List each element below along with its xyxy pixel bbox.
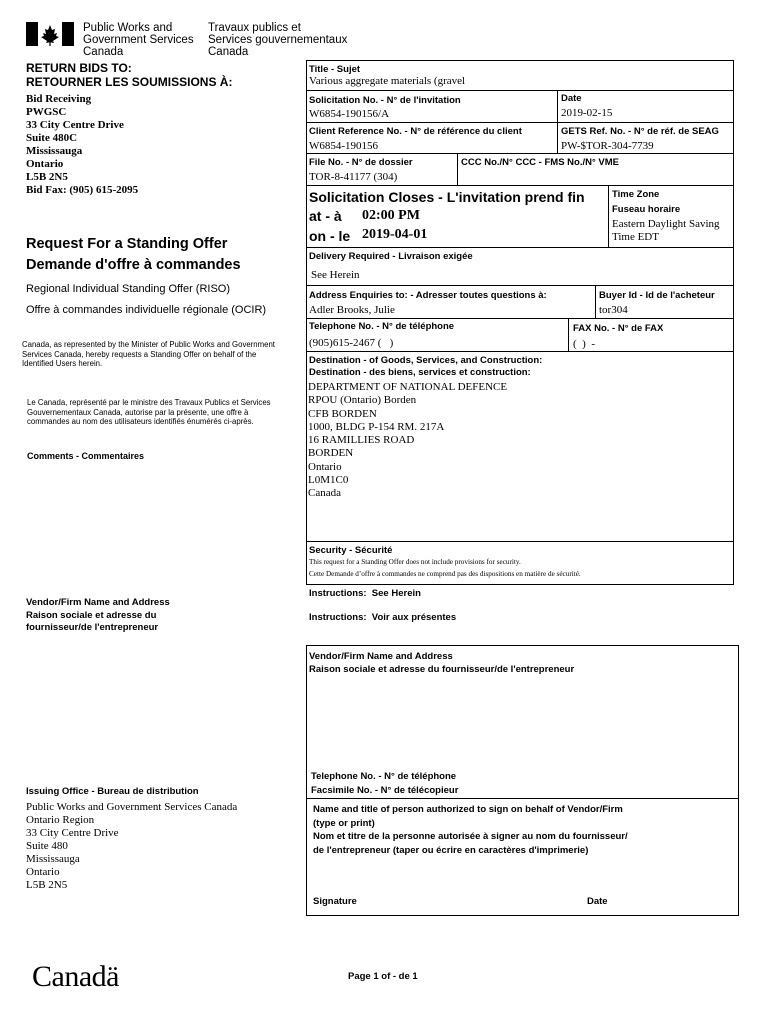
delivery-required-label: Delivery Required - Livraison exigée	[309, 251, 473, 262]
signature-date-label: Date	[587, 896, 608, 907]
request-paragraph-en: Canada, as represented by the Minister of Public Works and Government Services Canada, hereby requests a Standing Offer on behalf of the Identified Users herein.	[22, 340, 275, 369]
return-bids-title: RETURN BIDS TO: RETOURNER LES SOUMISSIONS À:	[26, 61, 233, 89]
buyer-id-value: tor304	[599, 304, 628, 316]
destination-address: DEPARTMENT OF NATIONAL DEFENCE RPOU (Ontario) Borden CFB BORDEN 1000, BLDG P-154 RM. 217A 16 RAMILLIES ROAD BORDEN Ontario L0M1C0 Canada	[308, 381, 508, 500]
security-text-fr: Cette Demande d’offre à commandes ne comprend pas des dispositions en matière de sécurité.	[309, 570, 581, 578]
vendor-name-label-en: Vendor/Firm Name and Address	[309, 651, 453, 662]
security-label: Security - Sécurité	[309, 545, 393, 556]
address-enquiries-value: Adler Brooks, Julie	[309, 304, 395, 316]
request-paragraph-fr: Le Canada, représenté par le ministre des Travaux Publics et Services Gouvernementaux Canada, autorise par la présente, une offre à commandes au nom des utilisateurs identifiés énumérés ci-après.	[27, 398, 271, 427]
client-reference-value: W6854-190156	[309, 140, 379, 152]
vendor-fax-label: Facsimile No. - N° de télécopieur	[311, 785, 459, 796]
solicitation-no-value: W6854-190156/A	[309, 108, 390, 120]
closes-on-label: on - le	[309, 228, 351, 244]
ocir-label: Offre à commandes individuelle régionale (OCIR)	[26, 304, 267, 316]
closes-time-value: 02:00 PM	[362, 208, 420, 223]
return-bids-address: Bid Receiving PWGSC 33 City Centre Drive Suite 480C Mississauga Ontario L5B 2N5 Bid Fax: (905) 615-2095	[26, 93, 139, 196]
authorized-person-field[interactable]	[309, 862, 737, 892]
closes-at-label: at - à	[309, 208, 342, 224]
solicitation-no-label: Solicitation No. - N° de l'invitation	[309, 95, 461, 106]
solicitation-closes-label: Solicitation Closes - L'invitation prend fin	[309, 189, 585, 205]
time-zone-label: Time Zone Fuseau horaire	[612, 189, 681, 215]
instructions-fr: Instructions: Voir aux présentes	[309, 612, 457, 623]
request-title-en: Request For a Standing Offer	[26, 236, 228, 252]
authorized-person-label: Name and title of person authorized to sign on behalf of Vendor/Firm (type or print) Nom et titre de la personne autorisée à signer au nom du fournisseur/ de l'entrepreneur (taper ou écrire en caractères d'imprimerie)	[313, 804, 628, 856]
gets-ref-label: GETS Ref. No. - N° de réf. de SEAG	[561, 126, 719, 137]
client-reference-label: Client Reference No. - N° de référence du client	[309, 126, 522, 137]
signature-label: Signature	[313, 896, 357, 907]
canada-flag-icon	[26, 22, 74, 46]
canada-wordmark-logo: Canadä	[32, 960, 119, 993]
vendor-telephone-label: Telephone No. - N° de téléphone	[311, 771, 457, 782]
riso-label: Regional Individual Standing Offer (RISO)	[26, 283, 231, 295]
issuing-office-address: Public Works and Government Services Canada Ontario Region 33 City Centre Drive Suite 480 Mississauga Ontario L5B 2N5	[26, 801, 238, 891]
buyer-id-label: Buyer Id - Id de l'acheteur	[599, 290, 715, 301]
address-enquiries-label: Address Enquiries to: - Adresser toutes questions à:	[309, 290, 547, 301]
gets-ref-value: PW-$TOR-304-7739	[561, 140, 654, 152]
vendor-name-field[interactable]	[309, 680, 737, 764]
security-text-en: This request for a Standing Offer does not include provisions for security.	[309, 558, 521, 566]
file-no-value: TOR-8-41177 (304)	[309, 171, 398, 183]
title-value: Various aggregate materials (gravel	[309, 75, 466, 87]
ccc-no-label: CCC No./N° CCC - FMS No./N° VME	[461, 157, 620, 168]
issuing-office-label: Issuing Office - Bureau de distribution	[26, 786, 199, 797]
telephone-value: (905)615-2467 ( )	[309, 337, 394, 349]
fax-label: FAX No. - N° de FAX	[573, 323, 664, 334]
destination-label: Destination - of Goods, Services, and Construction: Destination - des biens, services et construction:	[309, 355, 543, 378]
request-title-fr: Demande d'offre à commandes	[26, 257, 241, 273]
date-label: Date	[561, 93, 582, 104]
vendor-name-label-fr: Raison sociale et adresse du fournisseur/de l'entrepreneur	[309, 664, 575, 675]
telephone-label: Telephone No. - N° de téléphone	[309, 321, 455, 332]
vendor-left-label: Vendor/Firm Name and Address Raison sociale et adresse du fournisseur/de l'entrepreneur	[26, 597, 170, 633]
page-number: Page 1 of - de 1	[348, 971, 418, 982]
file-no-label: File No. - N° de dossier	[309, 157, 413, 168]
time-zone-value: Eastern Daylight Saving Time EDT	[612, 218, 720, 243]
fax-value: ( ) -	[573, 338, 595, 350]
delivery-required-value: See Herein	[311, 269, 360, 281]
comments-label: Comments - Commentaires	[27, 451, 145, 461]
department-name-fr: Travaux publics et Services gouvernementaux Canada	[208, 22, 348, 58]
instructions-en: Instructions: See Herein	[309, 588, 421, 599]
date-value: 2019-02-15	[561, 107, 613, 119]
title-label: Title - Sujet	[309, 64, 361, 75]
closes-date-value: 2019-04-01	[362, 227, 428, 242]
department-name-en: Public Works and Government Services Canada	[83, 22, 194, 58]
